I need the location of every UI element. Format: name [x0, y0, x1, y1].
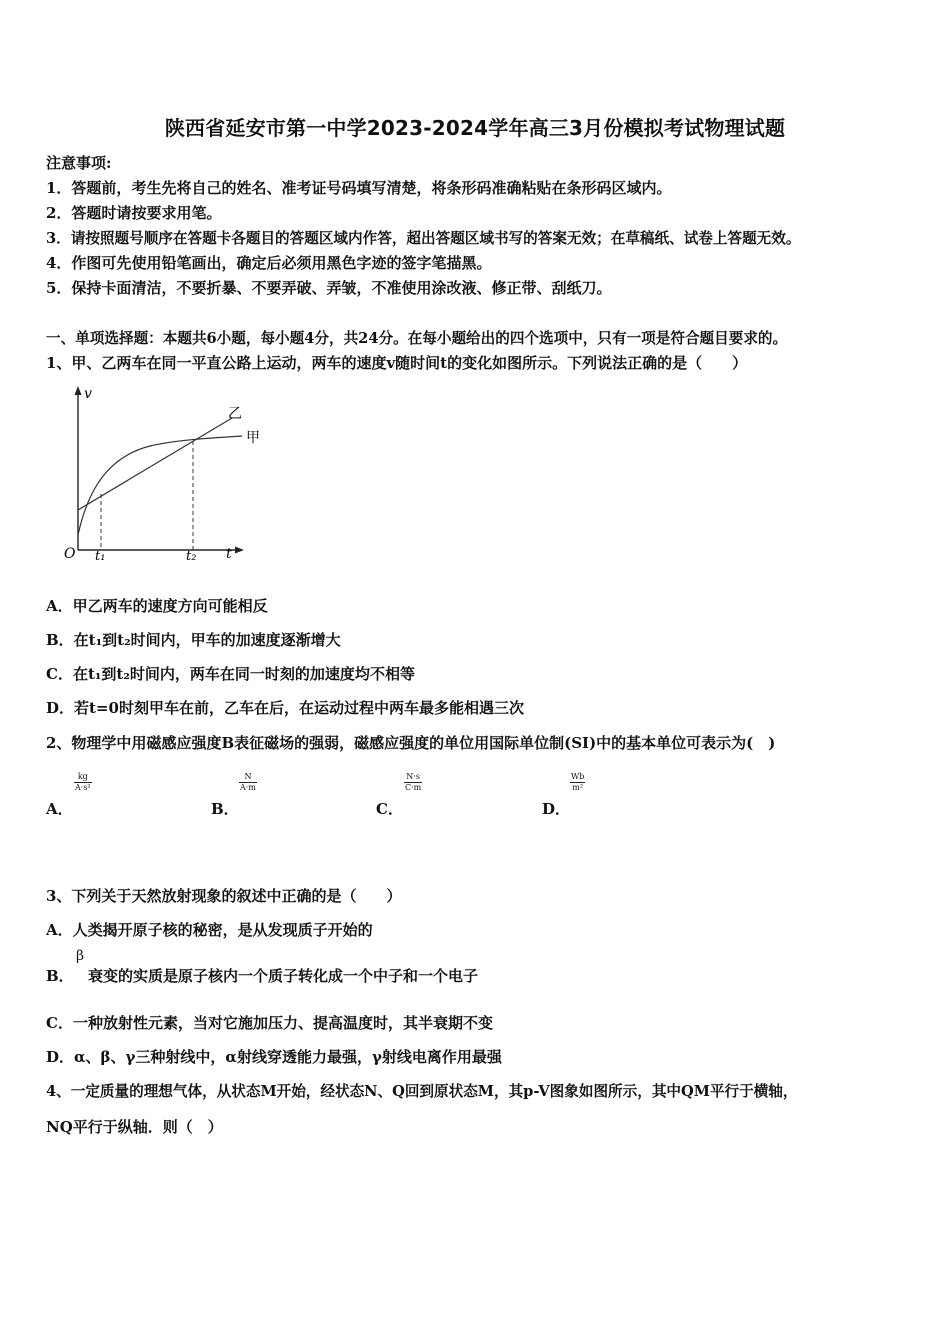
q3-beta-symbol: β [76, 948, 85, 964]
fraction-numerator: N [244, 772, 252, 781]
question-3-stem: 3、下列关于天然放射现象的叙述中正确的是（ ） [46, 887, 402, 905]
fraction-denominator: m² [572, 783, 584, 792]
t-axis-label: t [226, 546, 232, 562]
note-item: 2．答题时请按要求用笔。 [46, 204, 222, 222]
note-item: 3．请按照题号顺序在答题卡各题目的答题区域内作答，超出答题区域书写的答案无效；在草稿纸、试卷上答题无效。 [46, 230, 801, 247]
q2-option-a-label: A． [46, 800, 73, 818]
question-4-stem-line-1: 4、一定质量的理想气体，从状态M开始，经状态N、Q回到原状态M，其p-V图象如图所示，其中QM平行于横轴， [46, 1083, 798, 1100]
q1-option-b: B．在t₁到t₂时间内，甲车的加速度逐渐增大 [46, 631, 341, 649]
q2-option-d-fraction [570, 772, 585, 793]
v-axis-label: v [84, 386, 92, 402]
fraction-numerator: N·s [406, 772, 420, 781]
t-axis-arrow [235, 547, 244, 554]
jia-label: 甲 [246, 430, 260, 446]
q2-option-c-fraction [404, 772, 422, 793]
fraction-numerator: kg [77, 772, 88, 781]
t2-label: t₂ [186, 549, 197, 564]
fraction-denominator: C·m [405, 783, 422, 792]
q2-option-a-fraction [74, 772, 92, 793]
fraction-numerator: Wb [571, 772, 585, 781]
q1-option-c: C．在t₁到t₂时间内，两车在同一时刻的加速度均不相等 [46, 665, 415, 683]
q3-option-c: C．一种放射性元素，当对它施加压力、提高温度时，其半衰期不变 [46, 1014, 493, 1032]
q1-option-a: A．甲乙两车的速度方向可能相反 [46, 597, 268, 615]
q1-option-d: D．若t=0时刻甲车在前，乙车在后，在运动过程中两车最多能相遇三次 [46, 699, 524, 717]
q3-option-d: D．α、β、γ三种射线中，α射线穿透能力最强，γ射线电离作用最强 [46, 1048, 502, 1066]
q2-option-b-label: B． [211, 800, 239, 818]
origin-label: O [64, 546, 76, 562]
q3-option-a: A．人类揭开原子核的秘密，是从发现质子开始的 [46, 921, 373, 939]
fraction-denominator: A·s² [75, 783, 91, 792]
note-item: 5．保持卡面清洁，不要折暴、不要弄破、弄皱，不准使用涂改液、修正带、刮纸刀。 [46, 279, 612, 297]
yi-label: 乙 [228, 406, 242, 422]
q3-option-b-text: 衰变的实质是原子核内一个质子转化成一个中子和一个电子 [88, 967, 479, 985]
note-item: 4．作图可先使用铅笔画出，确定后必须用黑色字迹的签字笔描黑。 [46, 254, 492, 272]
q2-option-d-label: D． [542, 800, 571, 818]
q3-option-b-label: B． [46, 967, 74, 985]
question-4-stem-line-2: NQ平行于纵轴．则（ ） [46, 1118, 223, 1136]
q2-option-c-label: C． [376, 800, 403, 818]
question-2-stem: 2、物理学中用磁感应强度B表征磁场的强弱，磁感应强度的单位用国际单位制(SI)中的基本单位可表示为( ) [46, 734, 776, 752]
t1-label: t₁ [95, 549, 106, 564]
fraction-denominator: A·m [240, 783, 256, 792]
q1-velocity-time-graph [60, 380, 280, 570]
question-1-stem: 1、甲、乙两车在同一平直公路上运动，两车的速度v随时间t的变化如图所示。下列说法正确的是（ ） [46, 354, 748, 372]
notes-heading: 注意事项: [46, 154, 112, 172]
section-heading: 一、单项选择题：本题共6小题，每小题4分，共24分。在每小题给出的四个选项中，只有一项是符合题目要求的。 [46, 330, 788, 347]
curve-jia [78, 436, 242, 535]
q2-option-b-fraction [239, 772, 257, 793]
note-item: 1．答题前，考生先将自己的姓名、准考证号码填写清楚，将条形码准确粘贴在条形码区域内。 [46, 179, 672, 197]
v-axis-arrow [75, 386, 82, 395]
page-title: 陕西省延安市第一中学2023-2024学年高三3月份模拟考试物理试题 [164, 116, 786, 140]
